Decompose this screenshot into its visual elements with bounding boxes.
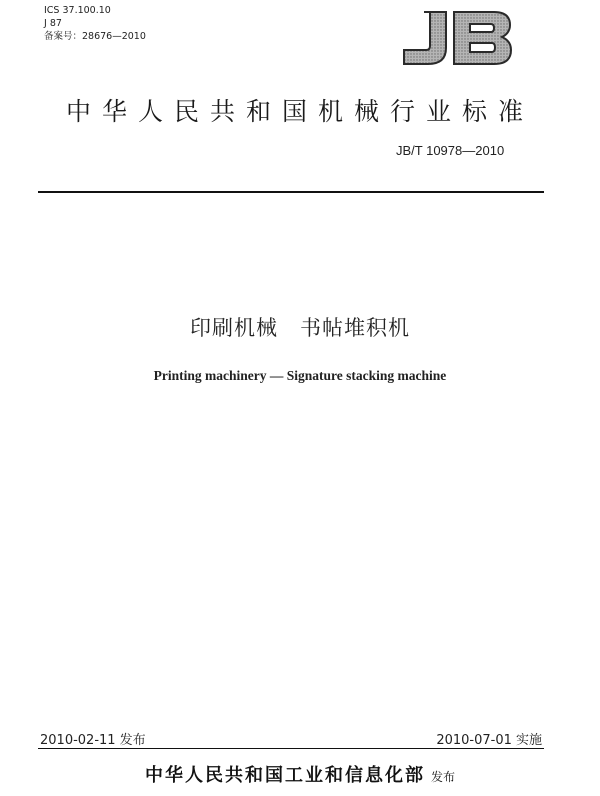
footer-divider (38, 748, 544, 749)
ccs-code: J 87 (44, 18, 62, 29)
publisher-name: 中华人民共和国工业和信息化部 (144, 765, 425, 786)
filing-number: 备案号：28676—2010 (44, 31, 146, 42)
classification-block (44, 4, 146, 43)
standard-code: JB/T 10978—2010 (396, 143, 505, 158)
jb-logo-icon (398, 8, 513, 68)
document-title-english: Printing machinery — Signature stacking machine (153, 368, 447, 383)
standard-category-title: 中华人民共和国机械行业标准 (65, 97, 534, 126)
ics-code: ICS 37.100.10 (44, 5, 111, 16)
publisher-suffix: 发布 (430, 770, 455, 784)
issue-date: 2010-02-11 发布 (40, 733, 146, 748)
implementation-date: 2010-07-01 实施 (436, 733, 542, 748)
header-divider (38, 191, 544, 193)
publisher-line (0, 761, 600, 787)
document-title-chinese: 印刷机械 书帖堆积机 (190, 316, 410, 340)
